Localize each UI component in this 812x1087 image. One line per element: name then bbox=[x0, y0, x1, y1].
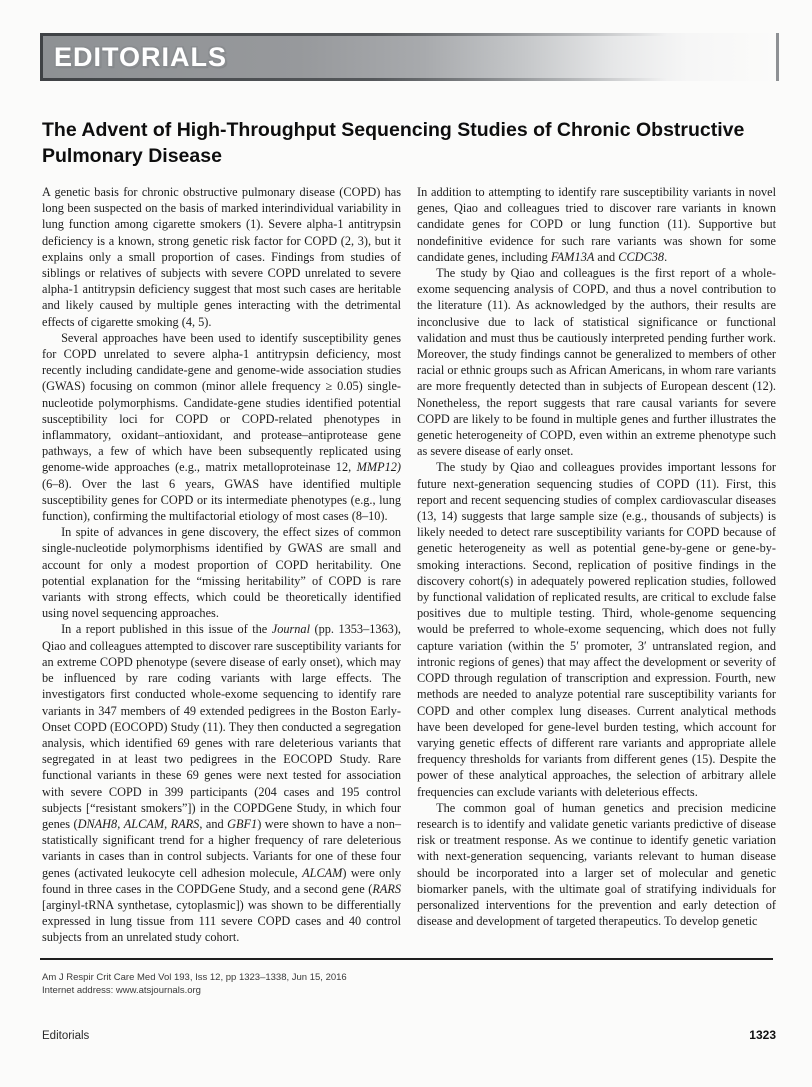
paragraph: Several approaches have been used to identify susceptibility genes for COPD unrelated to severe alpha-1 antitrypsin deficiency, most recently including candidate-gene and genome-wide association studies (GWAS) focusing on common (minor allele frequency ≥ 0.05) single-nucleotide polymorphisms. Candidate-gene studies identified potential susceptibility loci for COPD or COPD-related phenotypes in inflammatory, oxidant–antioxidant, and protease–antiprotease gene pathways, a few of which have been subsequently replicated using genome-wide approaches (e.g., matrix metalloproteinase 12, MMP12) (6–8). Over the last 6 years, GWAS have identified multiple susceptibility genes for COPD or its intermediate phenotypes (e.g., lung function), confirming the multifactorial etiology of most cases (8–10). bbox=[42, 330, 401, 524]
internet-address-line: Internet address: www.atsjournals.org bbox=[42, 985, 201, 996]
paragraph: A genetic basis for chronic obstructive pulmonary disease (COPD) has long been suspected on the basis of marked interindividual variability in lung function among cigarette smokers (1). Severe alpha-1 antitrypsin deficiency is a known, strong genetic risk factor for COPD (2, 3), but it explains only a small proportion of cases. Findings from studies of siblings or relatives of subjects with severe COPD unrelated to severe alpha-1 antitrypsin deficiency suggest that most such cases are heritable and likely caused by multiple genes interacting with the detrimental effects of cigarette smoking (4, 5). bbox=[42, 185, 401, 329]
page-number: 1323 bbox=[749, 1028, 776, 1042]
column-right bbox=[417, 184, 776, 946]
paragraph: In a report published in this issue of the Journal (pp. 1353–1363), Qiao and colleagues attempted to discover rare susceptibility variants for an extreme COPD phenotype (severe disease of early onset), which may be influenced by rare coding variants with large effects. The investigators first conducted whole-exome sequencing to identify rare variants in 347 members of 49 extended pedigrees in the Boston Early-Onset COPD (EOCOPD) Study (11). They then conducted a segregation analysis, which identified 69 genes with rare deleterious variants that segregated in at least two pedigrees in the EOCOPD Study. Rare functional variants in these 69 genes were next tested for association with severe COPD in 399 participants (204 cases and 195 control subjects [“resistant smokers”]) in the COPDGene Study, in which four genes (DNAH8, ALCAM, RARS, and GBF1) were shown to have a non–statistically significant trend for a higher frequency of rare deleterious variants in cases than in control subjects. Variants for one of these four genes (activated leukocyte cell adhesion molecule, ALCAM) were only found in three cases in the COPDGene Study, and a second gene (RARS [arginyl-tRNA synthetase, cytoplasmic]) was shown to be differentially expressed in lung tissue from 111 severe COPD cases and 40 control subjects from an unrelated study cohort. bbox=[42, 622, 401, 945]
banner-label: EDITORIALS bbox=[54, 41, 228, 72]
paragraph: The study by Qiao and colleagues provides important lessons for future next-generation sequencing studies of COPD (11). First, this report and recent sequencing studies of complex cardiovascular diseases (13, 14) suggests that large sample size (e.g., thousands of subjects) is likely needed to detect rare susceptibility variants for COPD because of genetic heterogeneity as well as potential gene-by-gene or gene-by-smoking interactions. Second, replication of positive findings in the discovery cohort(s) in adequately powered replication studies, followed by functional validation of replicated results, are critical to exclude false positives due to multiple testing. Third, whole-genome sequencing would be preferred to whole-exome sequencing, which does not fully capture variation (within the 5′ promoter, 3′ untranslated region, and intronic regions of genes) that may affect the development or severity of COPD through regulation of transcription and expression. Fourth, new methods are needed to analyze potential rare susceptibility variants for COPD and other complex lung diseases. Current analytical methods have been developed for gene-level burden testing, which account for varying genetic effects of different rare variants and appropriate allele frequency thresholds for variants from different genes (15). Despite the power of these analytical approaches, the selection of arbitrary allele frequencies can exclude variants with deleterious effects. bbox=[417, 460, 776, 799]
running-footer bbox=[42, 1028, 776, 1042]
paragraph: The common goal of human genetics and precision medicine research is to identify and validate genetic variants predictive of disease risk or treatment response. As we continue to identify genetic variation with next-generation sequencing, variants relevant to human disease should be incorporated into a larger set of molecular and genetic biomarker panels, with the ultimate goal of stratifying individuals for personalized interventions for the prevention and early detection of disease and development of targeted therapeutics. To develop genetic bbox=[417, 800, 776, 929]
editorials-section-banner bbox=[40, 33, 779, 81]
column-left bbox=[42, 184, 401, 946]
article-title: The Advent of High-Throughput Sequencing Studies of Chronic Obstructive Pulmonary Disease bbox=[42, 119, 745, 168]
citation-line: Am J Respir Crit Care Med Vol 193, Iss 12, pp 1323–1338, Jun 15, 2016 bbox=[42, 972, 347, 983]
footer-divider bbox=[40, 958, 773, 960]
article-body bbox=[42, 184, 776, 946]
running-footer-section: Editorials bbox=[42, 1030, 90, 1042]
paragraph: In spite of advances in gene discovery, the effect sizes of common single-nucleotide polymorphisms identified by GWAS are small and account for only a modest proportion of COPD heritability. One potential explanation for the “missing heritability” of COPD is rare variants with strong effects, which could be theoretically identified using novel sequencing approaches. bbox=[42, 525, 401, 621]
journal-citation bbox=[42, 971, 347, 997]
paragraph: The study by Qiao and colleagues is the first report of a whole-exome sequencing analysis of COPD, and thus a novel contribution to the literature (11). As acknowledged by the authors, their results are inconclusive due to lack of statistical significance or functional validation and must thus be cautiously interpreted pending further work. Moreover, the study findings cannot be generalized to members of other racial or ethnic groups such as African Americans, in whom rare variants are more frequently detected than in subjects of European descent (12). Nonetheless, the report suggests that rare causal variants for severe COPD are likely to be found in multiple genes and further illustrates the genetic heterogeneity of COPD, even within an extreme phenotype such as severe disease of early onset. bbox=[417, 266, 776, 459]
paragraph: In addition to attempting to identify rare susceptibility variants in novel genes, Qiao and colleagues tried to discover rare variants in known candidate genes for COPD or lung function (11). Supportive but nondefinitive evidence for such rare variants was shown for some candidate genes, including FAM13A and CCDC38. bbox=[417, 185, 776, 264]
